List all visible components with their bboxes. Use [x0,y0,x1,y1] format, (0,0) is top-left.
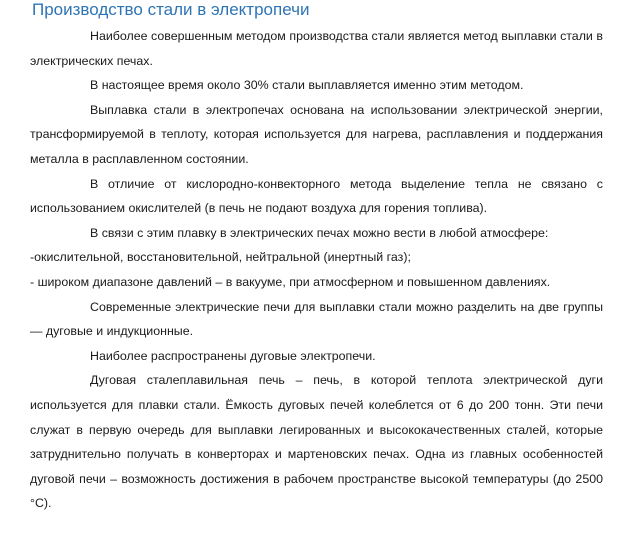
paragraph-share: В настоящее время около 30% стали выплавляется именно этим методом. [90,78,524,93]
list-item-pressures: - широком диапазоне давлений – в вакууме, при атмосферном и повышенном давлениях. [30,274,551,289]
paragraph-groups: Современные электрические печи для выплавки стали можно разделить на две группы — дуговые и индукционные. [30,299,603,339]
document-body [30,24,603,516]
list-item-atmospheres: -окислительной, восстановительной, нейтральной (инертный газ); [30,250,411,265]
paragraph-atmosphere: В связи с этим плавку в электрических печах можно вести в любой атмосфере: [90,225,549,240]
paragraph-common: Наиболее распространены дуговые электропечи. [90,348,376,363]
paragraph-arc-furnace: Дуговая сталеплавильная печь – печь, в которой теплота электрической дуги используется для плавки стали. Ёмкость дуговых печей колеблется от 6 до 200 тонн. Эти печи служат в первую очередь для выплавки легированных и высококачественных сталей, которые затруднительно получать в конверторах и мартеновских печах. Одна из главных особенностей дуговой печи – возможность достижения в рабочем пространстве высокой температуры (до 2500 °С). [30,373,603,511]
paragraph-principle: Выплавка стали в электропечах основана на использовании электрической энергии, трансформируемой в теплоту, которая используется для нагрева, расплавления и поддержания металла в расплавленном состоянии. [30,102,603,166]
paragraph-intro: Наиболее совершенным методом производства стали является метод выплавки стали в электрических печах. [30,29,603,68]
document-title: Производство стали в электропечи [32,0,310,19]
paragraph-oxidizers: В отличие от кислородно-конвекторного метода выделение тепла не связано с использованием окислителей (в печь не подают воздуха для горения топлива). [30,176,603,216]
